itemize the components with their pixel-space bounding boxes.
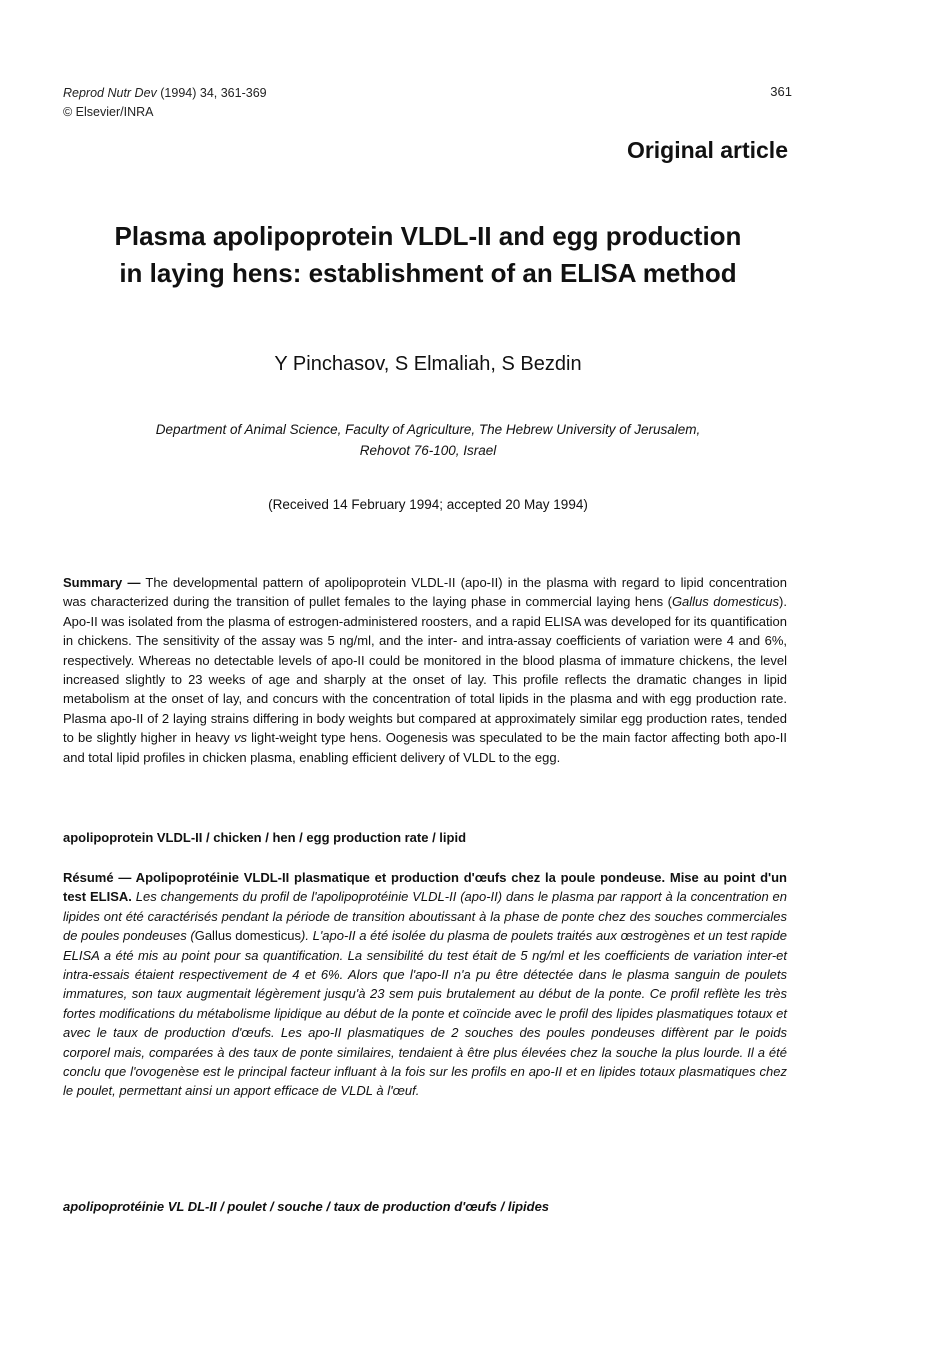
article-type: Original article: [626, 137, 788, 163]
page-number: 361: [770, 84, 792, 99]
authors: Y Pinchasov, S Elmaliah, S Bezdin: [274, 353, 582, 375]
mots-cles: apolipoprotéinie VL DL-II / poulet / souche / taux de production d'œufs / lipides: [63, 1199, 550, 1214]
summary-heading: Summary —: [63, 575, 141, 590]
resume-heading: Résumé — Apolipoprotéinie VLDL-II plasmatique et production d'œufs chez la poule pondeuse. Mise au point d'un test ELISA.: [63, 870, 787, 905]
received-dates: (Received 14 February 1994; accepted 20 May 1994): [268, 497, 588, 512]
affiliation: [63, 419, 793, 461]
title-line-1: Plasma apolipoprotein VLDL-II and egg production: [114, 221, 742, 251]
copyright-line: © Elsevier/INRA: [63, 105, 154, 119]
summary-paragraph: Summary — The developmental pattern of apolipoprotein VLDL-II (apo-II) in the plasma with regard to lipid concentration was characterized during the transition of pullet females to the laying phase in commercial laying hens (Gallus domesticus). Apo-II was isolated from the plasma of estrogen-administered roosters, and a rapid ELISA was developed for its quantification in chickens. The sensitivity of the assay was 5 ng/ml, and the inter- and intra-assay coefficients of variation were 4 and 6%, respectively. Whereas no detectable levels of apo-II could be monitored in the blood plasma of immature chickens, the level increased slightly to 23 weeks of age and sharply at the onset of lay. This profile reflects the dramatic changes in lipid metabolism at the onset of lay, and concurs with the concentration of total lipids in the plasma and with egg production rate. Plasma apo-II of 2 laying strains differing in body weights but compared at approximately similar egg production rates, tended to be slightly higher in heavy vs light-weight type hens. Oogenesis was speculated to be the main factor affecting both apo-II and total lipid profiles in chicken plasma, enabling efficient delivery of VLDL to the egg.: [63, 575, 788, 765]
affiliation-line-1: Department of Animal Science, Faculty of Agriculture, The Hebrew University of Jerusalem,: [155, 422, 701, 437]
journal-reference: Reprod Nutr Dev (1994) 34, 361-369: [63, 86, 267, 100]
resume-paragraph: Résumé — Apolipoprotéinie VLDL-II plasmatique et production d'œufs chez la poule pondeuse. Mise au point d'un test ELISA. Les changements du profil de l'apolipoprotéinie VLDL-II (apo-II) dans le plasma par rapport à la concentration en lipides ont été caractérisés pendant la période de transition aboutissant à la phase de ponte chez des souches commerciales de poules pondeuses (Gallus domesticus). L'apo-II a été isolée du plasma de poulets traités aux œstrogènes et un test rapide ELISA a été mis au point pour sa quantification. La sensibilité du test était de 5 ng/ml et les coefficients de variation inter-et intra-essais étaient respectivement de 4 et 6%. Alors que l'apo-II n'a pu être détectée dans le plasma sanguin de poulets immatures, son taux augmentait légèrement jusqu'à 23 sem puis brutalement au début de la ponte. Ce profil reflète les très fortes modifications du métabolisme lipidique au début de la ponte et coïncide avec le profil des lipides plasmatiques totaux et avec le taux de production d'œufs. Les apo-II plasmatiques de 2 souches des poules pondeuses diffèrent par le poids corporel mais, comparées à des taux de ponte similaires, tendaient à être plus élevées chez la souche la plus lourde. Il a été conclu que l'ovogenèse est le principal facteur influant à la fois sur les profils en apo-II et en lipides totaux plasmatiques chez le poulet, permettant ainsi un apport efficace de VLDL à l'œuf.: [63, 870, 788, 1099]
article-title: [63, 218, 793, 292]
journal-citation: [63, 84, 267, 122]
keywords: apolipoprotein VLDL-II / chicken / hen / egg production rate / lipid: [63, 830, 467, 845]
affiliation-line-2: Rehovot 76-100, Israel: [359, 443, 497, 458]
title-line-2: in laying hens: establishment of an ELISA method: [119, 258, 737, 288]
